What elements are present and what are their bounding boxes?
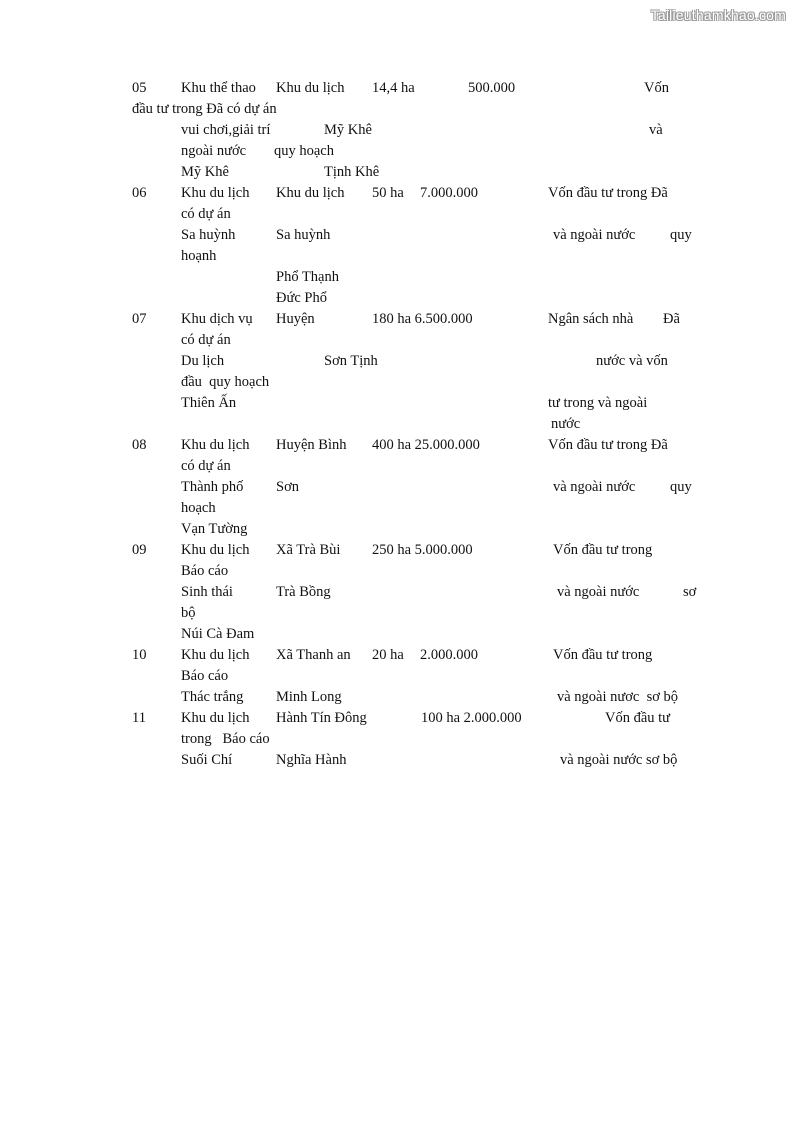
funding-source: Vốn đầu tư trong: [553, 647, 653, 663]
location: Sơn: [276, 479, 299, 495]
funding-source: và ngoài nươc sơ bộ: [557, 689, 679, 705]
project-name: Khu thể thao: [181, 80, 256, 96]
funding-source: Vốn đầu tư trong Đã: [548, 437, 668, 453]
area: 14,4 ha: [372, 80, 415, 96]
funding-source: và ngoài nước: [557, 584, 640, 600]
status: sơ: [683, 584, 697, 600]
text-line: đầu quy hoạch: [181, 374, 270, 390]
funding-source: Vốn đầu tư: [605, 710, 671, 726]
status: Báo cáo: [181, 563, 229, 579]
row-number: 07: [132, 311, 147, 327]
location: Phổ Thạnh: [276, 269, 339, 285]
row-number: 10: [132, 647, 147, 663]
funding-source: Ngân sách nhà: [548, 311, 634, 327]
project-name: Du lịch: [181, 353, 225, 369]
funding-source: tư trong và ngoài: [548, 395, 648, 411]
text-line: trong Báo cáo: [181, 731, 270, 747]
location: Nghĩa Hành: [276, 752, 347, 768]
watermark-logo: Tailieuthamkhao.com: [650, 7, 786, 23]
location: Khu du lịch: [276, 185, 345, 201]
capital: 500.000: [468, 80, 516, 96]
funding-source: và ngoài nước sơ bộ: [560, 752, 678, 768]
funding-source: Vốn đầu tư trong: [553, 542, 653, 558]
area-capital: 250 ha 5.000.000: [372, 542, 473, 558]
status: quy: [670, 479, 692, 495]
text-line: ngoài nước: [181, 143, 247, 159]
status: có dự án: [181, 332, 231, 348]
location: Mỹ Khê: [324, 122, 372, 138]
status: Đã: [663, 311, 680, 327]
project-name: Vạn Tường: [181, 521, 248, 537]
project-name: Sinh thái: [181, 584, 233, 600]
row-number: 09: [132, 542, 147, 558]
status: bộ: [181, 605, 196, 621]
area-capital: 100 ha 2.000.000: [421, 710, 522, 726]
status: quy hoạch: [274, 143, 334, 159]
project-name: Khu du lịch: [181, 647, 250, 663]
project-name: Thác trắng: [181, 689, 244, 705]
project-name: vui chơi,giải trí: [181, 122, 271, 138]
project-name: Khu du lịch: [181, 710, 250, 726]
project-name: Khu du lịch: [181, 542, 250, 558]
project-name: Sa huỳnh: [181, 227, 236, 243]
funding-source: nước: [551, 416, 581, 432]
status: quy: [670, 227, 692, 243]
capital: 7.000.000: [420, 185, 478, 201]
funding-source: và: [649, 122, 663, 138]
funding-source: và ngoài nước: [553, 227, 636, 243]
row-number: 08: [132, 437, 147, 453]
project-name: Thành phố: [181, 479, 244, 495]
project-name: Khu dịch vụ: [181, 311, 253, 327]
area-capital: 400 ha 25.000.000: [372, 437, 480, 453]
location: Tịnh Khê: [324, 164, 380, 180]
status: Báo cáo: [181, 668, 229, 684]
funding-source: Vốn đầu tư trong Đã: [548, 185, 668, 201]
location: Đức Phổ: [276, 290, 327, 306]
location: Trà Bồng: [276, 584, 331, 600]
capital: 2.000.000: [420, 647, 478, 663]
project-name: Suối Chí: [181, 752, 233, 768]
project-name: Thiên Ấn: [181, 395, 237, 411]
project-name: Khu du lịch: [181, 185, 250, 201]
project-name: Mỹ Khê: [181, 164, 229, 180]
row-number: 06: [132, 185, 147, 201]
status: có dự án: [181, 458, 231, 474]
area: 50 ha: [372, 185, 404, 201]
location: Sơn Tịnh: [324, 353, 378, 369]
location: Khu du lịch: [276, 80, 345, 96]
location: Huyện Bình: [276, 437, 347, 453]
funding-source: Vốn: [644, 80, 669, 96]
location: Minh Long: [276, 689, 342, 705]
project-name: Núi Cà Đam: [181, 626, 255, 642]
location: Hành Tín Đông: [276, 710, 367, 726]
area-capital: 180 ha 6.500.000: [372, 311, 473, 327]
text-line: đầu tư trong Đã có dự án: [132, 101, 277, 117]
row-number: 11: [132, 710, 146, 726]
location: Xã Thanh an: [276, 647, 351, 663]
status: có dự án: [181, 206, 231, 222]
status: hoạch: [181, 500, 216, 516]
funding-source: và ngoài nước: [553, 479, 636, 495]
status: hoạnh: [181, 248, 217, 264]
location: Huyện: [276, 311, 315, 327]
location: Sa huỳnh: [276, 227, 331, 243]
location: Xã Trà Bùi: [276, 542, 341, 558]
row-number: 05: [132, 80, 147, 96]
project-name: Khu du lịch: [181, 437, 250, 453]
funding-source: nước và vốn: [596, 353, 668, 369]
area: 20 ha: [372, 647, 404, 663]
